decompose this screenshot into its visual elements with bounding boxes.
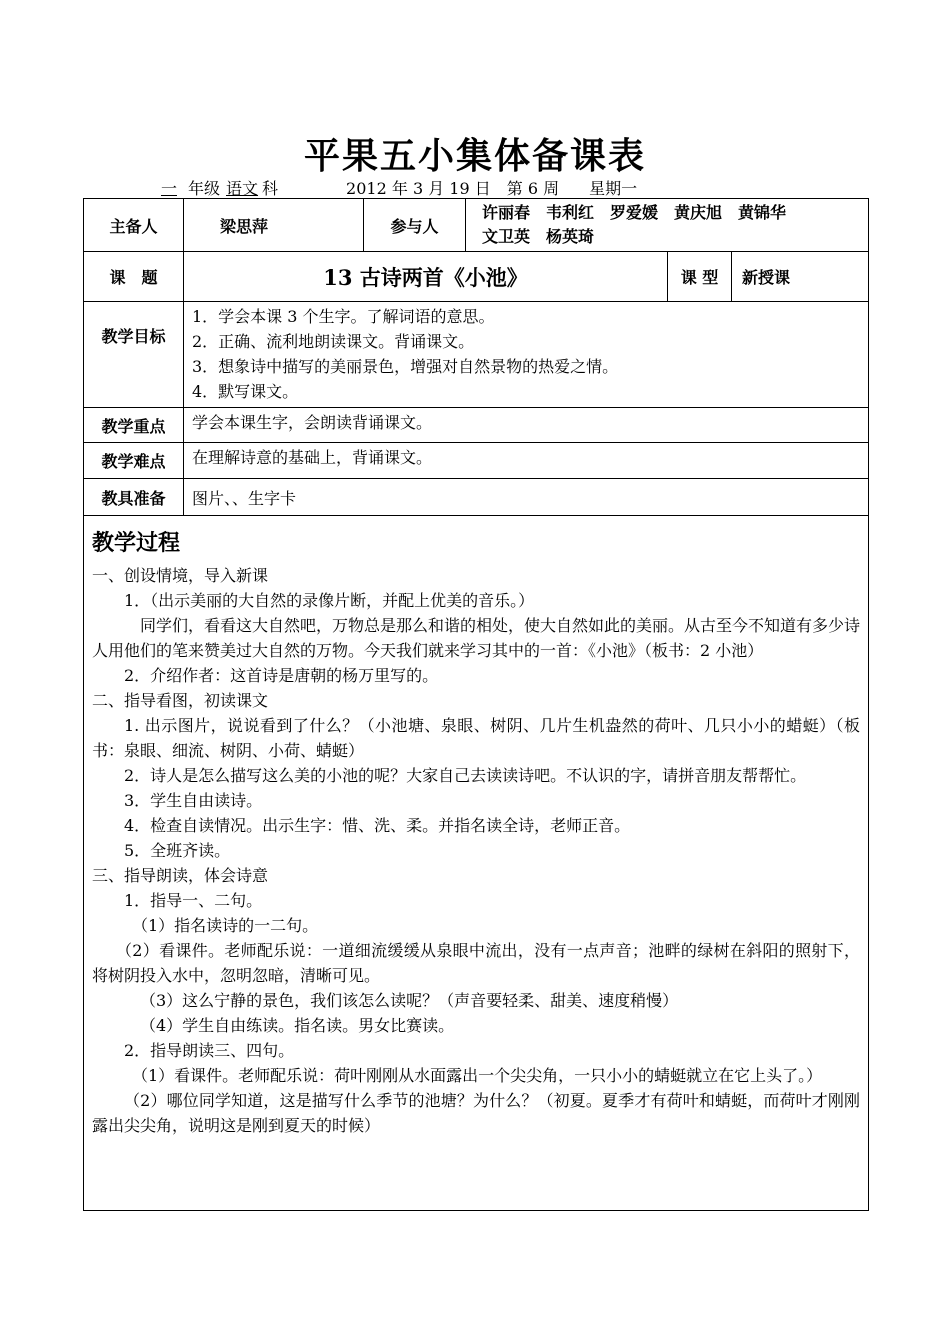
goal-item: 4．默写课文。 — [192, 382, 299, 401]
topic-label: 课 题 — [84, 252, 184, 302]
page-title: 平果五小集体备课表 — [303, 136, 646, 177]
tools-label: 教具准备 — [84, 479, 184, 516]
process-paragraph: 同学们，看看这大自然吧，万物总是那么和谐的相处，使大自然如此的美丽。从古至今不知道有多少诗人用他们的笔来赞美过大自然的万物。今天我们就来学习其中的一首：《小池》（板书：2 小池） — [92, 616, 861, 660]
process-paragraph: （2）哪位同学知道，这是描写什么季节的池塘？为什么？（初夏。夏季才有荷叶和蜻蜓，而荷叶才刚刚露出尖尖角，说明这是刚到夏天的时候） — [92, 1091, 860, 1135]
goal-item: 3．想象诗中描写的美丽景色，增强对自然景物的热爱之情。 — [192, 357, 619, 376]
process-line: （4）学生自由练读。指名读。男女比赛读。 — [140, 1016, 455, 1035]
process-paragraph: 1. 出示图片，说说看到了什么？（小池塘、泉眼、树阴、几片生机盎然的荷叶、几只小小的蜡蜓）（板书：泉眼、细流、树阴、小荷、蜻蜓） — [92, 716, 860, 760]
process-line: 1．（出示美丽的大自然的录像片断，并配上优美的音乐。） — [124, 591, 535, 610]
process-line: 3．学生自由读诗。 — [124, 791, 263, 810]
process-paragraph: （1）看课件。老师配乐说：荷叶刚刚从水面露出一个尖尖角，一只小小的蜻蜓就立在它上头了。） — [132, 1066, 823, 1085]
week-value: 第 6 周 — [506, 179, 560, 198]
goals-list — [184, 302, 869, 408]
lesson-plan-table — [83, 198, 869, 1211]
type-label: 课 型 — [668, 252, 732, 302]
host-row — [84, 199, 869, 252]
participants-line-2: 文卫英 杨英琦 — [482, 227, 595, 246]
goal-item: 2．正确、流利地朗读课文。背诵课文。 — [192, 332, 475, 351]
date-value: 2012 年 3 月 19 日 — [346, 179, 491, 198]
process-line: （3）这么宁静的景色，我们该怎么读呢？（声音要轻柔、甜美、速度稍慢） — [140, 991, 679, 1010]
key-row — [84, 408, 869, 443]
process-section — [84, 516, 869, 1211]
goal-item: 1．学会本课 3 个生字。了解词语的意思。 — [192, 307, 495, 326]
tools-row — [84, 479, 869, 516]
host-label: 主备人 — [84, 199, 184, 252]
difficulty-value: 在理解诗意的基础上，背诵课文。 — [184, 443, 869, 479]
process-line: 5．全班齐读。 — [124, 841, 231, 860]
grade-label: 年级 — [188, 179, 221, 198]
process-heading: 一、创设情境，导入新课 — [92, 566, 269, 585]
process-line: 1．指导一、二句。 — [124, 891, 263, 910]
difficulty-row — [84, 443, 869, 479]
type-value: 新授课 — [732, 252, 869, 302]
grade-value: 一 — [160, 179, 177, 198]
participants-label: 参与人 — [364, 199, 466, 252]
difficulty-label: 教学难点 — [84, 443, 184, 479]
topic-value: 13 古诗两首《小池》 — [184, 252, 668, 302]
process-heading: 三、指导朗读，体会诗意 — [92, 866, 269, 885]
participants-line-1: 许丽春 韦利红 罗爱媛 黄庆旭 黄锦华 — [482, 203, 787, 222]
process-heading: 二、指导看图，初读课文 — [92, 691, 269, 710]
process-paragraph: （2）看课件。老师配乐说：一道细流缓缓从泉眼中流出，没有一点声音；池畔的绿树在斜阳的照射下，将树阴投入水中，忽明忽暗，清晰可见。 — [92, 941, 860, 985]
host-value: 梁思萍 — [184, 199, 364, 252]
key-label: 教学重点 — [84, 408, 184, 443]
participants-value — [466, 199, 869, 252]
goals-row — [84, 302, 869, 408]
process-line: 2．指导朗读三、四句。 — [124, 1041, 295, 1060]
header-info-line — [150, 176, 637, 199]
process-row — [84, 516, 869, 1211]
goals-label: 教学目标 — [84, 302, 184, 408]
subject-value: 语文 — [226, 179, 259, 198]
key-value: 学会本课生字，会朗读背诵课文。 — [184, 408, 869, 443]
tools-value: 图片、、生字卡 — [184, 479, 869, 516]
topic-row — [84, 252, 869, 302]
weekday-value: 星期一 — [589, 179, 638, 198]
process-line: 4．检查自读情况。出示生字：惜、洗、柔。并指名读全诗，老师正音。 — [124, 816, 631, 835]
process-title: 教学过程 — [92, 531, 181, 556]
subject-label: 科 — [262, 179, 279, 198]
process-line: （1）指名读诗的一二句。 — [132, 916, 319, 935]
process-paragraph: 2．诗人是怎么描写这么美的小池的呢？大家自己去读读诗吧。不认识的字，请拼音朋友帮帮忙。 — [124, 766, 807, 785]
process-line: 2．介绍作者：这首诗是唐朝的杨万里写的。 — [124, 666, 439, 685]
